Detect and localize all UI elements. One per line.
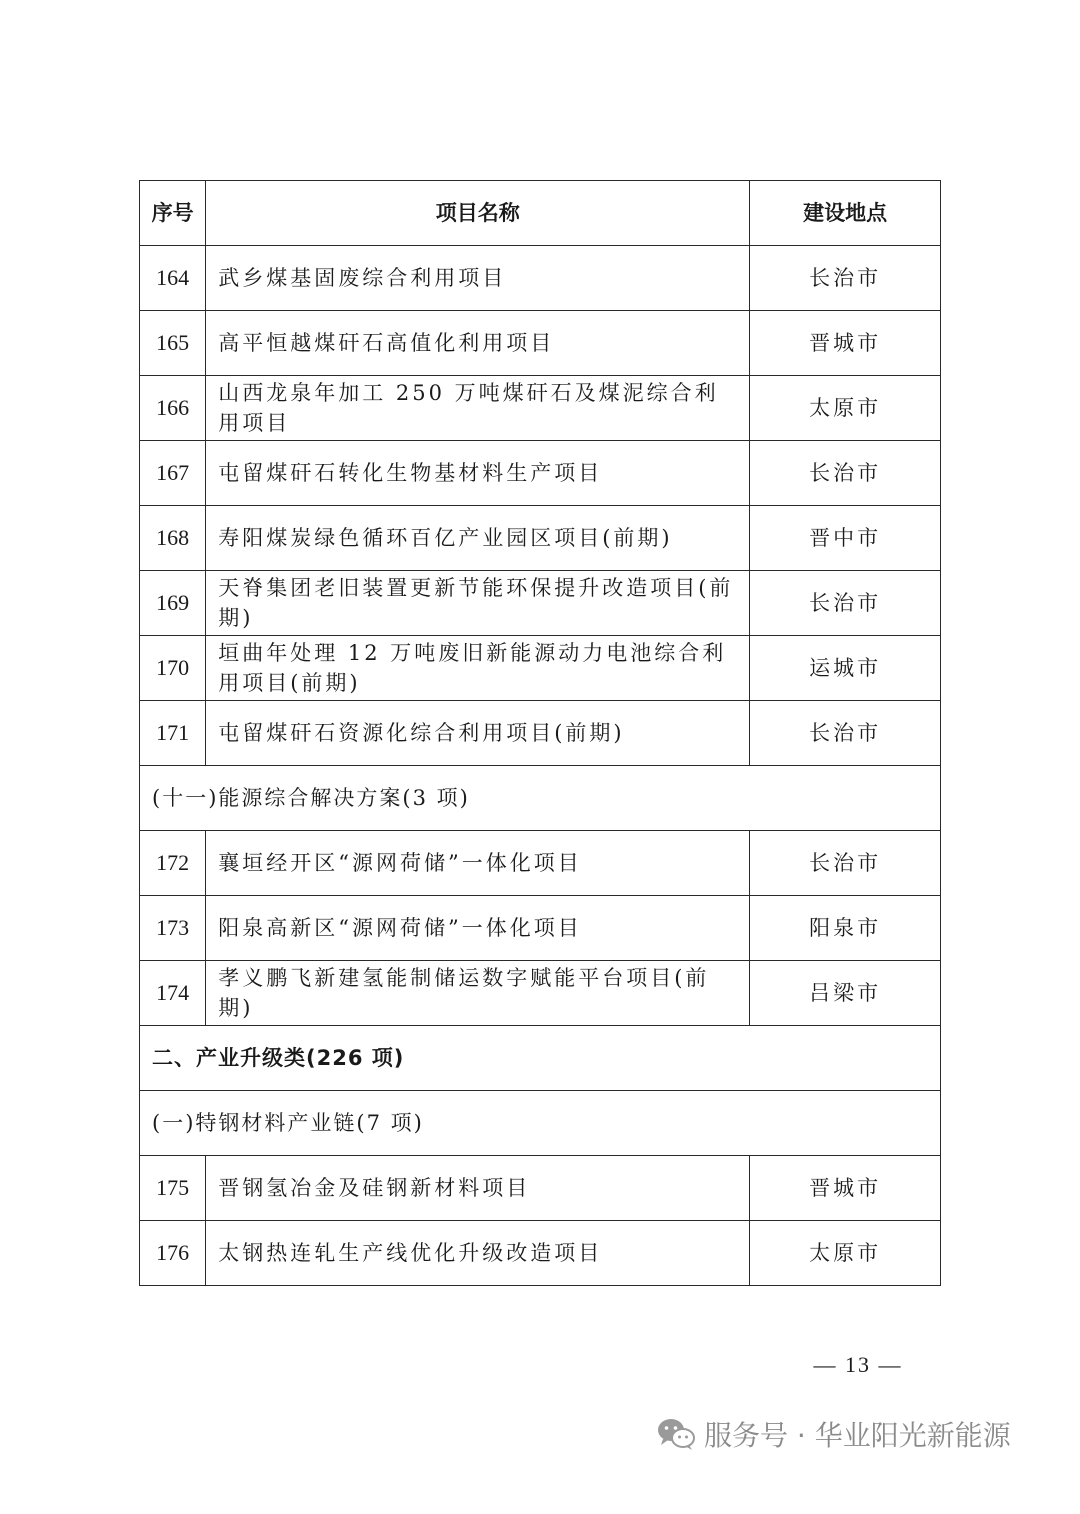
row-number: 176: [140, 1221, 206, 1286]
row-number: 165: [140, 311, 206, 376]
project-location: 太原市: [750, 1221, 941, 1286]
project-name: 襄垣经开区“源网荷储”一体化项目: [206, 831, 750, 896]
table-row: [140, 506, 941, 571]
row-number: 170: [140, 636, 206, 701]
row-number: 173: [140, 896, 206, 961]
project-name: 屯留煤矸石转化生物基材料生产项目: [206, 441, 750, 506]
category-heading-row: [140, 1026, 941, 1091]
table-row: [140, 246, 941, 311]
row-number: 166: [140, 376, 206, 441]
project-location: 长治市: [750, 571, 941, 636]
project-name: 高平恒越煤矸石高值化利用项目: [206, 311, 750, 376]
project-location: 晋城市: [750, 1156, 941, 1221]
project-location: 运城市: [750, 636, 941, 701]
subcategory-heading-row: [140, 766, 941, 831]
project-name: 天脊集团老旧装置更新节能环保提升改造项目(前期): [206, 571, 750, 636]
table-row: [140, 441, 941, 506]
table-header-row: [140, 181, 941, 246]
project-name: 武乡煤基固废综合利用项目: [206, 246, 750, 311]
project-table: [139, 180, 941, 1286]
project-location: 晋中市: [750, 506, 941, 571]
row-number: 175: [140, 1156, 206, 1221]
header-name: 项目名称: [206, 181, 750, 246]
row-number: 167: [140, 441, 206, 506]
project-location: 长治市: [750, 441, 941, 506]
project-location: 长治市: [750, 831, 941, 896]
table-row: [140, 831, 941, 896]
row-number: 172: [140, 831, 206, 896]
subcategory-heading: (一)特钢材料产业链(7 项): [140, 1091, 941, 1156]
table-row: [140, 1156, 941, 1221]
wechat-icon: [656, 1417, 696, 1451]
table-row: [140, 896, 941, 961]
row-number: 169: [140, 571, 206, 636]
row-number: 164: [140, 246, 206, 311]
subcategory-heading: (十一)能源综合解决方案(3 项): [140, 766, 941, 831]
header-no: 序号: [140, 181, 206, 246]
table-row: [140, 701, 941, 766]
header-location: 建设地点: [750, 181, 941, 246]
row-number: 171: [140, 701, 206, 766]
watermark-text: 服务号 · 华业阳光新能源: [704, 1419, 1011, 1452]
project-location: 阳泉市: [750, 896, 941, 961]
row-number: 174: [140, 961, 206, 1026]
table-row: [140, 1221, 941, 1286]
project-name: 孝义鹏飞新建氢能制储运数字赋能平台项目(前期): [206, 961, 750, 1026]
table-row: [140, 376, 941, 441]
project-location: 吕梁市: [750, 961, 941, 1026]
page-number: — 13 —: [813, 1352, 903, 1377]
project-name: 垣曲年处理 12 万吨废旧新能源动力电池综合利用项目(前期): [206, 636, 750, 701]
project-location: 长治市: [750, 246, 941, 311]
table-row: [140, 636, 941, 701]
table-row: [140, 311, 941, 376]
project-name: 太钢热连轧生产线优化升级改造项目: [206, 1221, 750, 1286]
project-location: 长治市: [750, 701, 941, 766]
project-name: 寿阳煤炭绿色循环百亿产业园区项目(前期): [206, 506, 750, 571]
project-location: 太原市: [750, 376, 941, 441]
project-name: 晋钢氢冶金及硅钢新材料项目: [206, 1156, 750, 1221]
category-heading: 二、产业升级类(226 项): [140, 1026, 941, 1091]
project-location: 晋城市: [750, 311, 941, 376]
row-number: 168: [140, 506, 206, 571]
project-name: 屯留煤矸石资源化综合利用项目(前期): [206, 701, 750, 766]
project-name: 阳泉高新区“源网荷储”一体化项目: [206, 896, 750, 961]
table-row: [140, 961, 941, 1026]
table-row: [140, 571, 941, 636]
watermark: [656, 1414, 1011, 1454]
project-name: 山西龙泉年加工 250 万吨煤矸石及煤泥综合利用项目: [206, 376, 750, 441]
subcategory-heading-row: [140, 1091, 941, 1156]
